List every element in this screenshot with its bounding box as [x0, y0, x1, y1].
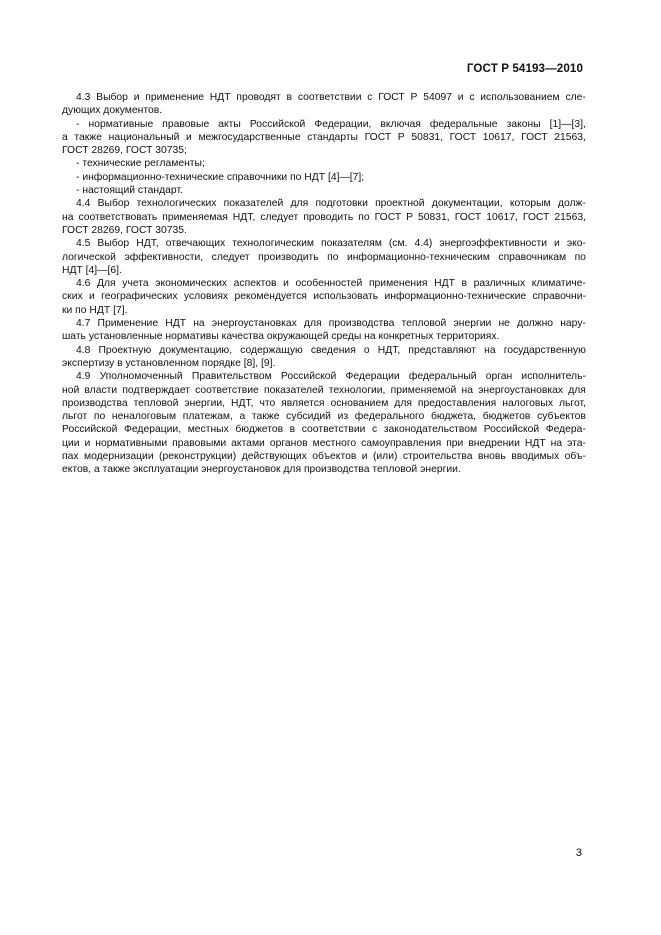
text-line: НДТ [4]—[6].	[62, 264, 122, 276]
text-line: льгот по неналоговым платежам, а также субсидий из федерального бюджета, бюджетов субъектов	[62, 411, 586, 423]
text-line: 4.5 Выбор НДТ, отвечающих технологическим показателям (см. 4.4) энергоэффективности и эко-	[76, 238, 586, 250]
text-line: шать установленные нормативы качества окружающей среды на конкретных территориях.	[62, 331, 500, 343]
text-line: 4.7 Применение НДТ на энергоустановках для производства тепловой энергии не должно нару-	[76, 318, 586, 330]
text-line: - информационно-технические справочники по НДТ [4]—[7];	[76, 171, 365, 183]
text-line: на соответствовать применяемая НДТ, следует проводить по ГОСТ Р 50831, ГОСТ 10617, ГОСТ 21563,	[62, 211, 586, 223]
text-line: а также национальный и межгосударственные стандарты ГОСТ Р 50831, ГОСТ 10617, ГОСТ 21563,	[62, 131, 586, 143]
text-line: - нормативные правовые акты Российской Федерации, включая федеральные законы [1]—[3],	[76, 118, 586, 130]
text-line: 4.3 Выбор и применение НДТ проводят в соответствии с ГОСТ Р 54097 и с использованием сле-	[76, 92, 586, 103]
page-number: 3	[575, 847, 582, 859]
text-line: экспертизу в установленном порядке [8], [9].	[62, 357, 276, 369]
text-line: 4.6 Для учета экономических аспектов и особенностей применения НДТ в различных климатиче-	[76, 278, 586, 290]
text-line: ки по НДТ [7].	[62, 304, 128, 316]
text-line: ной власти подтверждает соответствие показателей технологии, применяемой на энергоустановках для	[62, 384, 586, 396]
text-line: дующих документов.	[62, 105, 163, 117]
text-line: ГОСТ 28269, ГОСТ 30735.	[62, 224, 187, 236]
text-line: ектов, а также эксплуатации энергоустановок для производства тепловой энергии.	[62, 464, 461, 476]
text-line: 4.8 Проектную документацию, содержащую сведения о НДТ, представляют на государственную	[76, 344, 586, 356]
text-line: производства тепловой энергии, НДТ, что является основанием для предоставления налоговых льгот,	[62, 397, 586, 409]
document-body	[62, 91, 586, 477]
text-line: ских и географических условиях рекомендуется использовать информационно-технические справочни-	[62, 291, 586, 303]
text-line: 4.4 Выбор технологических показателей для подготовки проектной документации, которым долж-	[76, 198, 586, 210]
text-line: ГОСТ 28269, ГОСТ 30735;	[62, 145, 187, 157]
text-line: - технические регламенты;	[76, 158, 205, 170]
text-line: Российской Федерации, местных бюджетов в соответствии с законодательством Российской Федера-	[62, 424, 586, 436]
text-line: ции и нормативными правовыми актами органов местного самоуправления при внедрении НДТ на эта-	[62, 437, 586, 449]
document-header: ГОСТ Р 54193—2010	[466, 62, 583, 75]
text-line: пах модернизации (реконструкции) действующих объектов и (или) строительства вновь вводимых объ-	[62, 451, 586, 463]
text-line: - настоящий стандарт.	[76, 185, 183, 197]
text-line: логической эффективности, следует производить по информационно-техническим справочникам по	[62, 251, 586, 263]
text-line: 4.9 Уполномоченный Правительством Российской Федерации федеральный орган исполнитель-	[76, 371, 586, 383]
